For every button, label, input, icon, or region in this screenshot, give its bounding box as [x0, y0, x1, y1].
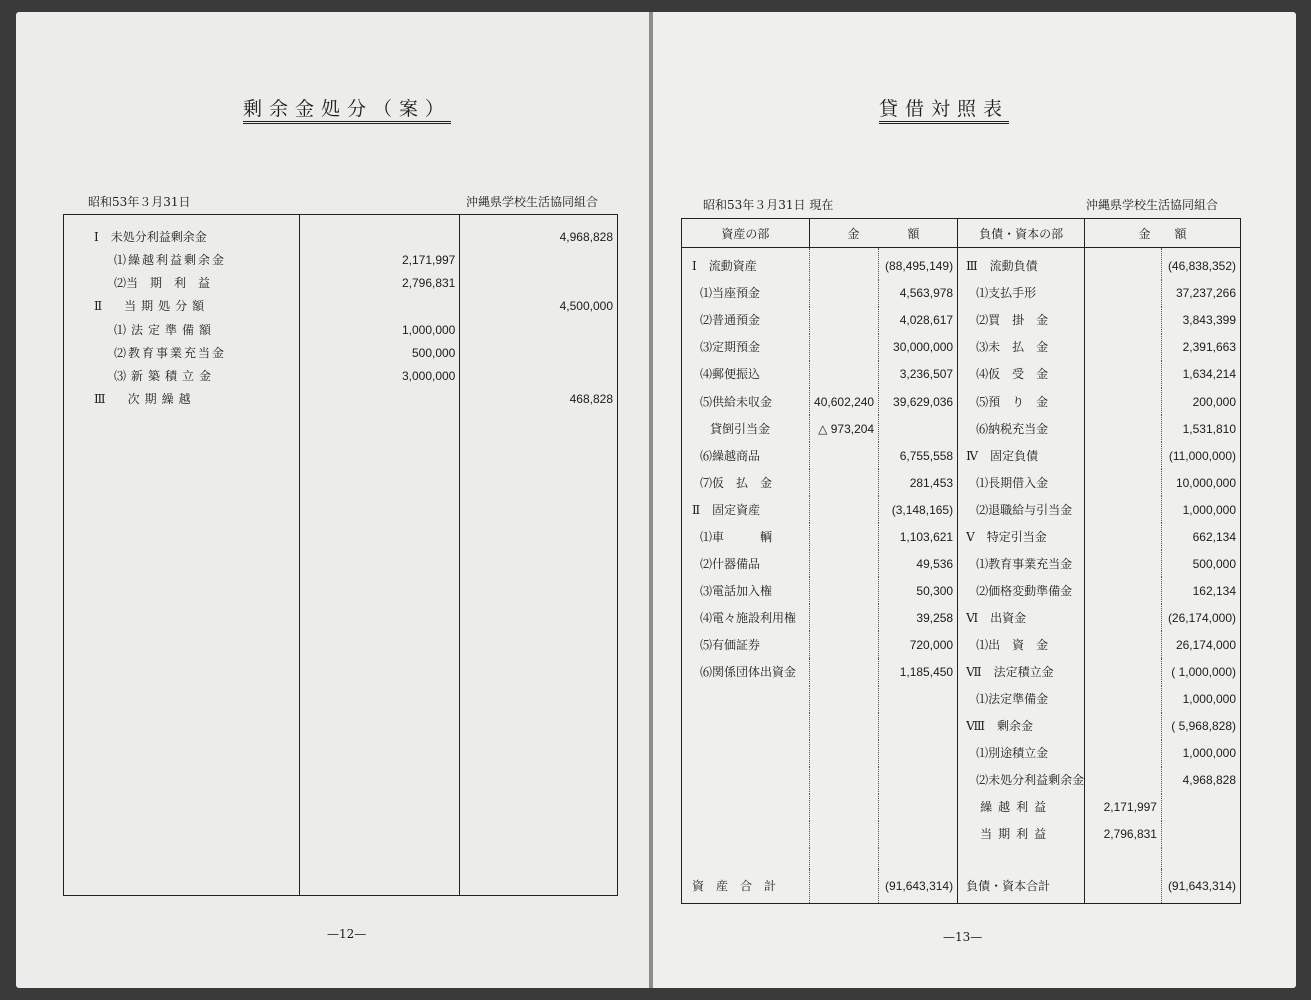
table-header-row	[682, 219, 1241, 248]
liability-label: 繰越利益	[958, 794, 1085, 821]
asset-label: Ⅰ 流動資産	[692, 258, 757, 273]
liability-subamount: 2,796,831	[1085, 821, 1162, 848]
table-row	[64, 364, 618, 387]
table-row	[682, 658, 1241, 685]
liability-amount: 2,391,663	[1161, 334, 1240, 361]
row-subtotal: 3,000,000	[299, 364, 460, 387]
liability-label: ⑴出 資 金	[958, 631, 1085, 658]
row-label: ⑶新築積立金	[114, 368, 217, 383]
table-row	[682, 550, 1241, 577]
asset-label: ⑷郵便振込	[700, 367, 761, 382]
table-row	[682, 334, 1241, 361]
row-total	[460, 272, 618, 295]
table-row	[682, 686, 1241, 713]
table-row	[682, 713, 1241, 740]
liability-subamount	[1085, 686, 1162, 713]
liability-amount: 3,843,399	[1161, 307, 1240, 334]
liability-amount	[1161, 794, 1240, 821]
asset-amount: 30,000,000	[879, 334, 958, 361]
asset-subamount	[809, 767, 878, 794]
row-label: Ⅲ 次期繰越	[94, 392, 196, 407]
liability-subamount	[1085, 496, 1162, 523]
row-subtotal	[299, 295, 460, 318]
liability-label: ⑷仮 受 金	[958, 361, 1085, 388]
asset-subamount: △ 973,204	[809, 415, 878, 442]
page-number-left: —12—	[327, 927, 367, 941]
liability-subamount	[1085, 631, 1162, 658]
liability-subamount	[1085, 388, 1162, 415]
asset-subamount	[809, 496, 878, 523]
balance-sheet-title: 貸借対照表	[879, 98, 1009, 124]
liability-amount: 162,134	[1161, 577, 1240, 604]
asset-label: ⑺仮 払 金	[700, 475, 773, 490]
row-subtotal: 2,796,831	[299, 272, 460, 295]
asset-label	[682, 686, 810, 713]
table-row	[682, 631, 1241, 658]
row-label: ⑵当 期 利 益	[114, 276, 211, 291]
liability-amount: 1,000,000	[1161, 686, 1240, 713]
header-assets: 資産の部	[682, 219, 810, 248]
row-subtotal	[299, 215, 460, 249]
liability-label: ⑴長期借入金	[958, 469, 1085, 496]
asset-label: ⑹関係団体出資金	[700, 665, 797, 679]
liability-subamount	[1085, 713, 1162, 740]
asset-label	[682, 713, 810, 740]
table-filler	[682, 848, 1241, 869]
total-assets-value: (91,643,314)	[879, 869, 958, 904]
liability-amount: 1,000,000	[1161, 740, 1240, 767]
liability-amount: 500,000	[1161, 550, 1240, 577]
surplus-title: 剰余金処分（案）	[243, 98, 451, 124]
liability-amount: (46,838,352)	[1161, 248, 1240, 280]
asset-amount: 39,629,036	[879, 388, 958, 415]
asset-amount	[879, 415, 958, 442]
asset-subamount	[809, 248, 878, 280]
liability-subamount	[1085, 658, 1162, 685]
liability-amount: (11,000,000)	[1161, 442, 1240, 469]
total-row	[682, 869, 1241, 904]
asset-subamount: 40,602,240	[809, 388, 878, 415]
liability-subamount	[1085, 740, 1162, 767]
balance-sheet-body	[682, 248, 1241, 870]
asset-subamount	[809, 658, 878, 685]
total-liabilities-label: 負債・資本合計	[958, 869, 1085, 904]
asset-label: 貸倒引当金	[710, 421, 771, 436]
row-total	[460, 341, 618, 364]
table-filler	[64, 411, 618, 896]
asset-subamount	[809, 631, 878, 658]
asset-amount: 720,000	[879, 631, 958, 658]
surplus-date: 昭和53年３月31日	[88, 195, 191, 209]
table-row	[64, 295, 618, 318]
liability-subamount	[1085, 442, 1162, 469]
asset-subamount	[809, 550, 878, 577]
liability-amount: 1,634,214	[1161, 361, 1240, 388]
row-subtotal: 2,171,997	[299, 248, 460, 271]
liability-label: ⑴教育事業充当金	[958, 550, 1085, 577]
liability-label: ⑴別途積立金	[958, 740, 1085, 767]
asset-label: ⑵什器備品	[700, 556, 761, 571]
liability-label: Ⅳ 固定負債	[958, 442, 1085, 469]
table-row	[682, 496, 1241, 523]
balance-sheet-organization: 沖縄県学校生活協同組合	[1086, 198, 1219, 212]
table-row	[682, 248, 1241, 280]
liability-subamount	[1085, 248, 1162, 280]
liability-subamount	[1085, 523, 1162, 550]
liability-label: ⑴法定準備金	[958, 686, 1085, 713]
asset-subamount	[809, 334, 878, 361]
liability-label: ⑵価格変動準備金	[958, 577, 1085, 604]
liability-label: ⑵買 掛 金	[958, 307, 1085, 334]
liability-label: ⑹納税充当金	[958, 415, 1085, 442]
liability-amount: 662,134	[1161, 523, 1240, 550]
table-row	[682, 740, 1241, 767]
liability-amount: 200,000	[1161, 388, 1240, 415]
total-assets-label: 資 産 合 計	[692, 879, 777, 893]
asset-amount: 4,563,978	[879, 280, 958, 307]
liability-label: ⑸預 り 金	[958, 388, 1085, 415]
asset-label: ⑸有価証券	[700, 637, 761, 652]
liability-label: 当期利益	[958, 821, 1085, 848]
table-row	[682, 604, 1241, 631]
asset-amount: (3,148,165)	[879, 496, 958, 523]
asset-subamount	[809, 794, 878, 821]
asset-label: ⑶定期預金	[700, 340, 761, 355]
asset-label	[682, 740, 810, 767]
table-row	[682, 361, 1241, 388]
row-label: ⑴法定準備額	[114, 322, 217, 337]
liability-amount: 37,237,266	[1161, 280, 1240, 307]
liability-subamount	[1085, 361, 1162, 388]
liability-amount	[1161, 821, 1240, 848]
liability-label: ⑴支払手形	[958, 280, 1085, 307]
liability-amount: 10,000,000	[1161, 469, 1240, 496]
asset-amount	[879, 821, 958, 848]
asset-subamount	[809, 713, 878, 740]
asset-subamount	[809, 604, 878, 631]
asset-amount	[879, 740, 958, 767]
table-row	[682, 307, 1241, 334]
row-subtotal: 500,000	[299, 341, 460, 364]
table-row	[64, 341, 618, 364]
asset-subamount	[809, 307, 878, 334]
row-subtotal	[299, 388, 460, 411]
asset-label: ⑵普通預金	[700, 313, 761, 328]
liability-subamount	[1085, 550, 1162, 577]
liability-label: Ⅴ 特定引当金	[958, 523, 1085, 550]
asset-subamount	[809, 577, 878, 604]
row-label: ⑵教育事業充当金	[114, 345, 227, 360]
table-row	[64, 272, 618, 295]
table-row	[64, 388, 618, 411]
asset-label: ⑴車 輌	[700, 529, 773, 544]
table-row	[682, 767, 1241, 794]
asset-subamount	[809, 523, 878, 550]
asset-amount: 281,453	[879, 469, 958, 496]
asset-subamount	[809, 740, 878, 767]
asset-subamount	[809, 280, 878, 307]
asset-amount: 3,236,507	[879, 361, 958, 388]
row-total: 468,828	[460, 388, 618, 411]
table-row	[682, 442, 1241, 469]
asset-label: ⑹繰越商品	[700, 448, 761, 463]
asset-amount: 4,028,617	[879, 307, 958, 334]
liability-amount: ( 5,968,828)	[1161, 713, 1240, 740]
page-number-right: —13—	[943, 930, 983, 944]
liability-amount: (26,174,000)	[1161, 604, 1240, 631]
liability-amount: 4,968,828	[1161, 767, 1240, 794]
liability-label: Ⅵ 出資金	[958, 604, 1085, 631]
header-liabilities: 負債・資本の部	[958, 219, 1085, 248]
asset-amount: 50,300	[879, 577, 958, 604]
header-amount-assets: 金 額	[809, 219, 957, 248]
asset-label: ⑷電々施設利用権	[700, 610, 797, 625]
liability-amount: 1,531,810	[1161, 415, 1240, 442]
table-row	[682, 523, 1241, 550]
surplus-organization: 沖縄県学校生活協同組合	[466, 195, 599, 209]
row-total: 4,968,828	[460, 215, 618, 249]
liability-amount: ( 1,000,000)	[1161, 658, 1240, 685]
row-total	[460, 248, 618, 271]
asset-label	[682, 821, 810, 848]
asset-amount	[879, 686, 958, 713]
asset-label: ⑸供給未収金	[700, 394, 773, 409]
liability-subamount: 2,171,997	[1085, 794, 1162, 821]
row-subtotal: 1,000,000	[299, 318, 460, 341]
asset-amount	[879, 767, 958, 794]
table-row	[682, 388, 1241, 415]
asset-amount: (88,495,149)	[879, 248, 958, 280]
liability-label: Ⅶ 法定積立金	[958, 658, 1085, 685]
surplus-table	[63, 214, 618, 896]
asset-amount: 6,755,558	[879, 442, 958, 469]
asset-amount	[879, 713, 958, 740]
header-amount-liabilities: 金 額	[1085, 219, 1241, 248]
asset-subamount	[809, 442, 878, 469]
row-total: 4,500,000	[460, 295, 618, 318]
table-row	[682, 415, 1241, 442]
liability-label: ⑵退職給与引当金	[958, 496, 1085, 523]
table-row	[64, 215, 618, 249]
liability-label: Ⅲ 流動負債	[958, 248, 1085, 280]
table-row	[682, 821, 1241, 848]
table-row	[64, 318, 618, 341]
liability-subamount	[1085, 469, 1162, 496]
balance-sheet-date: 昭和53年３月31日 現在	[703, 198, 834, 212]
asset-subamount	[809, 361, 878, 388]
asset-subamount	[809, 686, 878, 713]
asset-subamount	[809, 821, 878, 848]
asset-label	[682, 767, 810, 794]
table-row	[682, 577, 1241, 604]
liability-subamount	[1085, 604, 1162, 631]
liability-amount: 1,000,000	[1161, 496, 1240, 523]
asset-label: Ⅱ 固定資産	[692, 502, 761, 517]
liability-subamount	[1085, 577, 1162, 604]
liability-label: ⑶未 払 金	[958, 334, 1085, 361]
asset-subamount	[809, 469, 878, 496]
row-total	[460, 364, 618, 387]
row-label: Ⅰ 未処分利益剰余金	[94, 229, 207, 244]
asset-label	[682, 794, 810, 821]
liability-subamount	[1085, 334, 1162, 361]
liability-label: Ⅷ 剰余金	[958, 713, 1085, 740]
liability-amount: 26,174,000	[1161, 631, 1240, 658]
asset-amount: 1,185,450	[879, 658, 958, 685]
asset-amount: 49,536	[879, 550, 958, 577]
table-row	[64, 248, 618, 271]
row-label: ⑴繰越利益剰余金	[114, 252, 227, 267]
total-liabilities-value: (91,643,314)	[1161, 869, 1240, 904]
row-total	[460, 318, 618, 341]
liability-subamount	[1085, 280, 1162, 307]
balance-sheet-table	[681, 218, 1241, 904]
table-row	[682, 280, 1241, 307]
liability-subamount	[1085, 415, 1162, 442]
asset-amount	[879, 794, 958, 821]
asset-label: ⑴当座預金	[700, 286, 761, 301]
table-row	[682, 469, 1241, 496]
table-row	[682, 794, 1241, 821]
liability-subamount	[1085, 307, 1162, 334]
asset-amount: 39,258	[879, 604, 958, 631]
liability-label: ⑵未処分利益剰余金	[958, 767, 1085, 794]
liability-subamount	[1085, 767, 1162, 794]
asset-label: ⑶電話加入権	[700, 583, 773, 598]
row-label: Ⅱ 当期処分額	[94, 299, 210, 314]
asset-amount: 1,103,621	[879, 523, 958, 550]
